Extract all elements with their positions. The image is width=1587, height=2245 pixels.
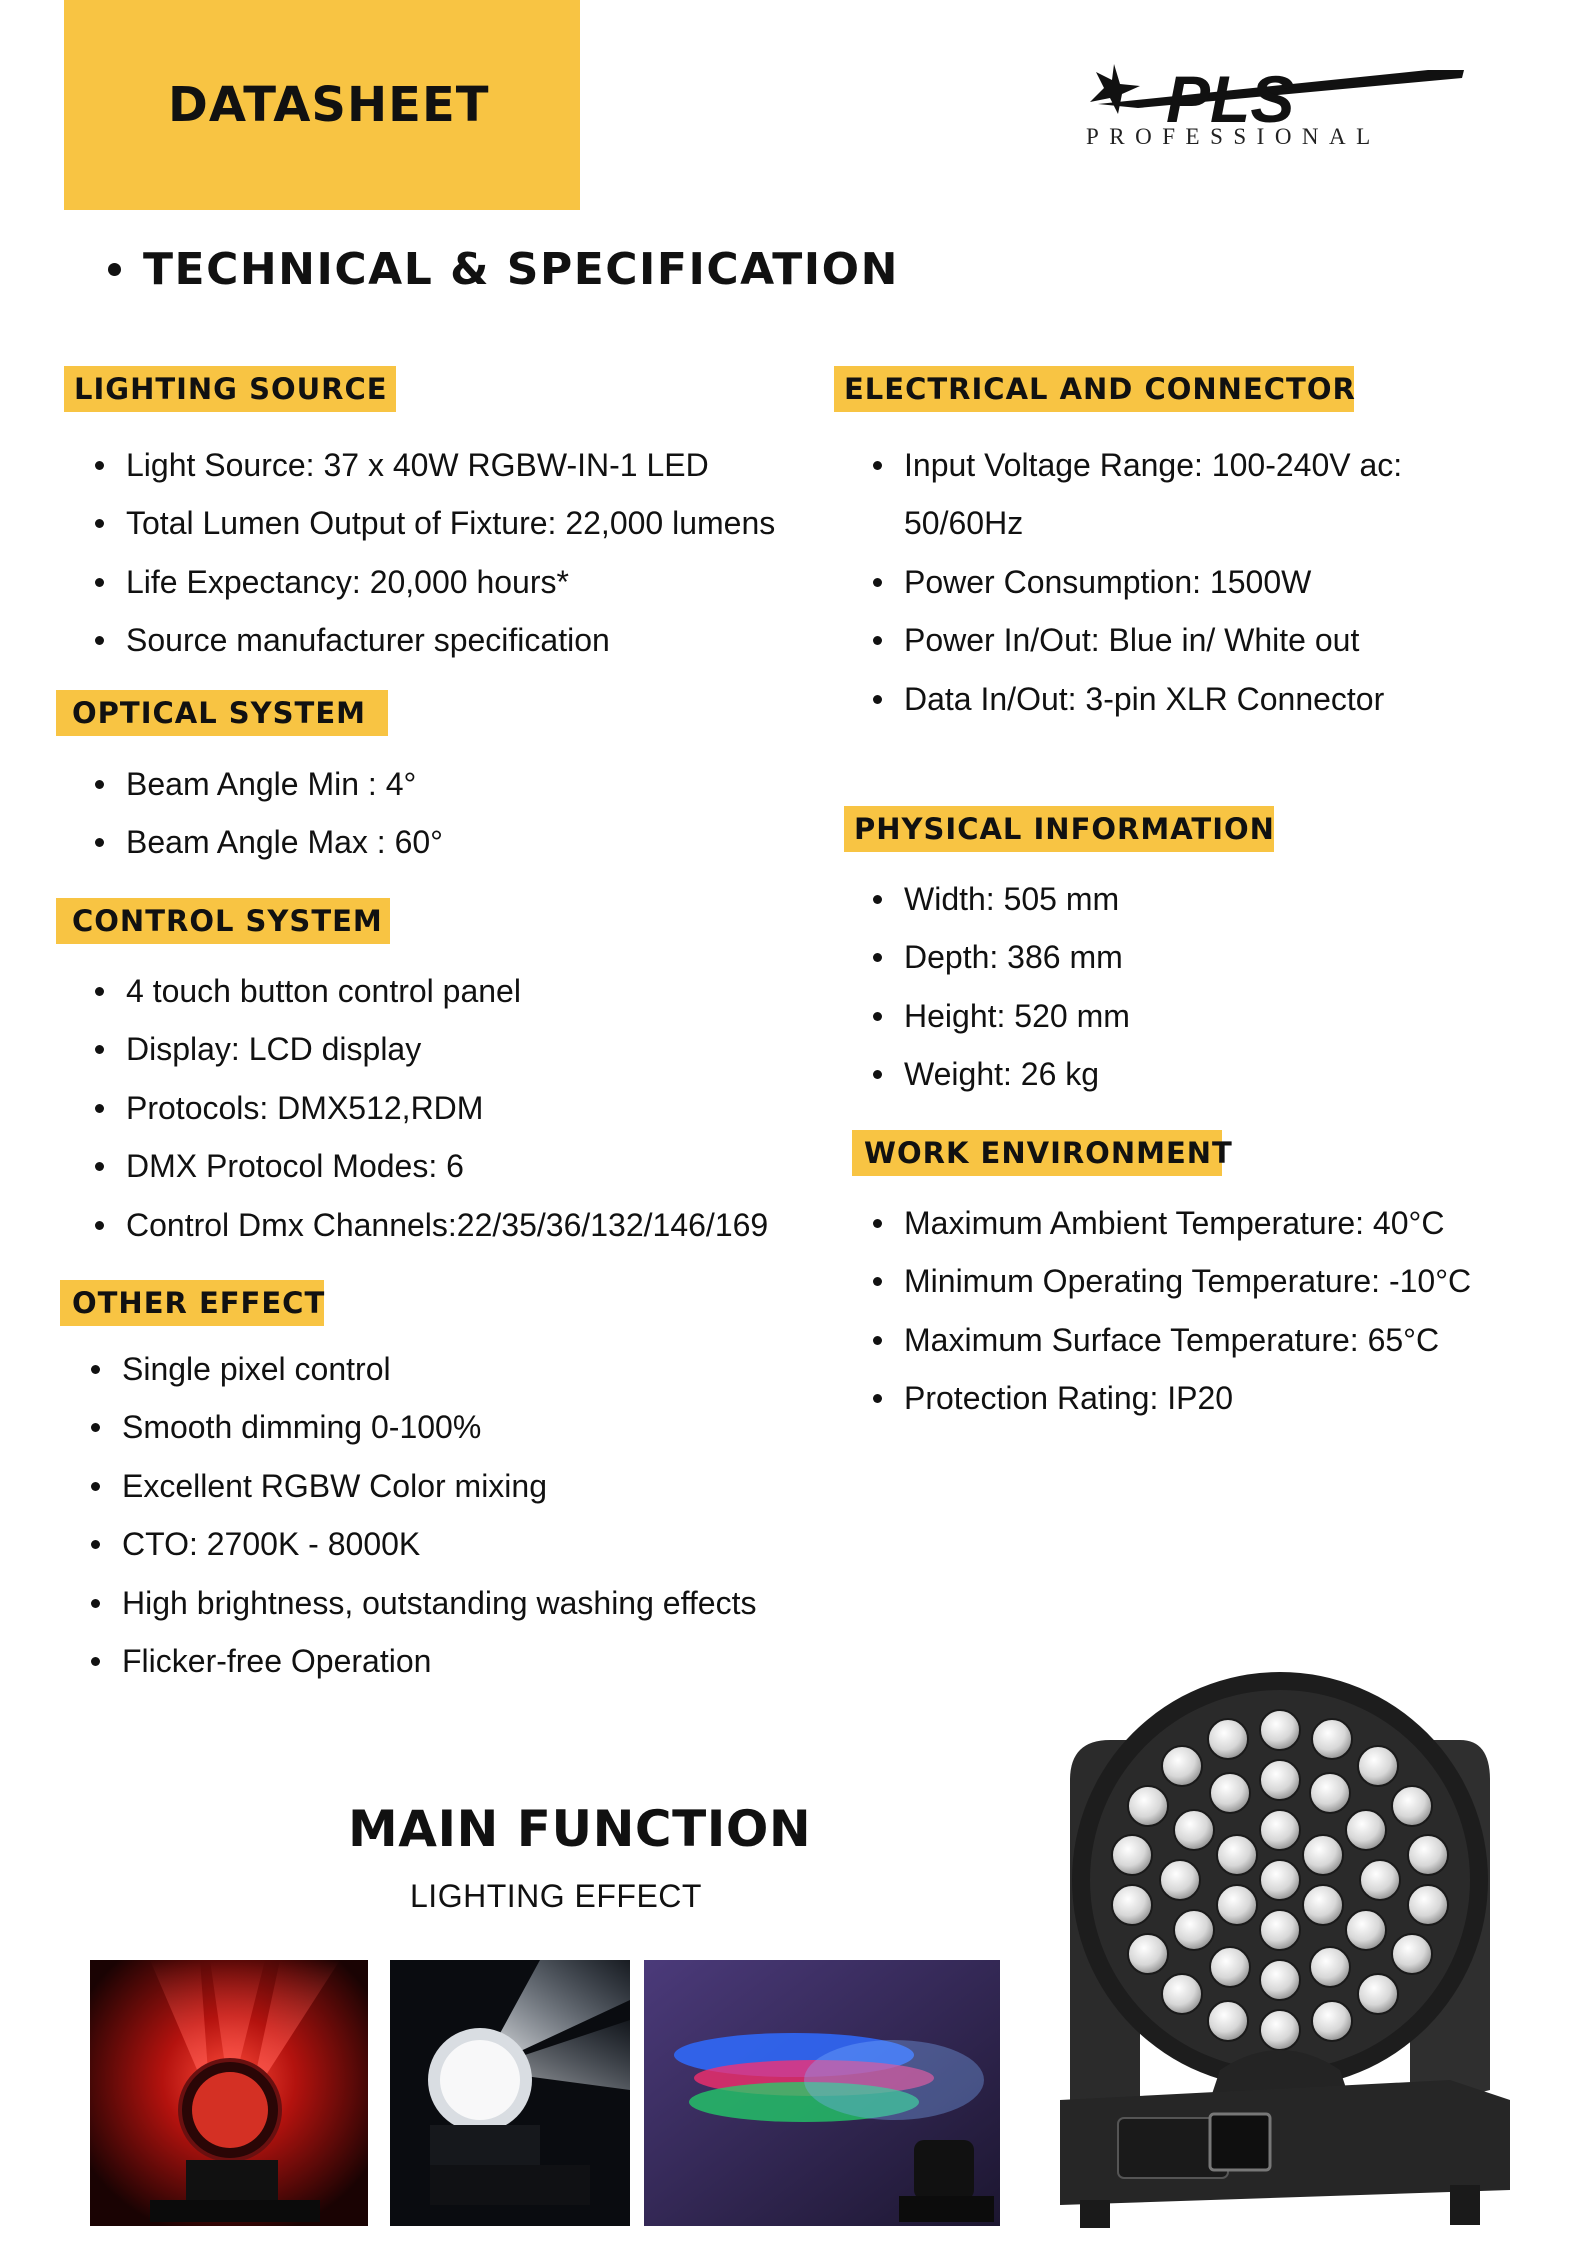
optical-system-list bbox=[92, 755, 443, 872]
bullet-dot bbox=[108, 263, 121, 276]
list-item: Protocols: DMX512,RDM bbox=[92, 1079, 768, 1137]
lighting-source-header bbox=[64, 366, 396, 412]
main-function-title: MAIN FUNCTION bbox=[348, 1800, 812, 1858]
list-item: Source manufacturer specification bbox=[92, 611, 775, 669]
list-item: Weight: 26 kg bbox=[870, 1045, 1130, 1103]
list-item: CTO: 2700K - 8000K bbox=[88, 1515, 756, 1573]
control-system-list bbox=[92, 962, 768, 1254]
control-system-title: CONTROL SYSTEM bbox=[72, 904, 383, 938]
list-item: High brightness, outstanding washing effects bbox=[88, 1574, 756, 1632]
list-item: Flicker-free Operation bbox=[88, 1632, 756, 1690]
physical-list bbox=[870, 870, 1130, 1104]
list-item: Single pixel control bbox=[88, 1340, 756, 1398]
main-function-subtitle: LIGHTING EFFECT bbox=[410, 1878, 702, 1914]
page-title: DATASHEET bbox=[168, 77, 490, 133]
list-item: Display: LCD display bbox=[92, 1020, 768, 1078]
work-environment-header bbox=[852, 1130, 1233, 1176]
list-item: Data In/Out: 3-pin XLR Connector bbox=[870, 670, 1402, 728]
other-effect-header bbox=[60, 1280, 324, 1326]
lighting-source-list bbox=[92, 436, 775, 670]
list-item-continuation: 50/60Hz bbox=[904, 505, 1024, 542]
list-item: Power In/Out: Blue in/ White out bbox=[870, 611, 1402, 669]
effect-photo-colorwash bbox=[644, 1960, 1000, 2226]
pls-logo-mark bbox=[1078, 62, 1464, 126]
control-system-header bbox=[56, 898, 390, 944]
list-item: DMX Protocol Modes: 6 bbox=[92, 1137, 768, 1195]
list-item: Excellent RGBW Color mixing bbox=[88, 1457, 756, 1515]
list-item: Power Consumption: 1500W bbox=[870, 553, 1402, 611]
logo-wordmark: PLS bbox=[1166, 62, 1295, 126]
led-lens-array bbox=[1112, 1710, 1448, 2050]
logo-subtext: PROFESSIONAL bbox=[1086, 124, 1381, 149]
list-item: Beam Angle Max : 60° bbox=[92, 813, 443, 871]
list-item: Maximum Ambient Temperature: 40°C bbox=[870, 1194, 1471, 1252]
lighting-source-title: LIGHTING SOURCE bbox=[74, 372, 388, 406]
list-item: Protection Rating: IP20 bbox=[870, 1369, 1471, 1427]
pls-logo bbox=[1078, 62, 1464, 160]
optical-system-header bbox=[56, 690, 388, 736]
physical-title: PHYSICAL INFORMATION bbox=[854, 812, 1275, 846]
list-item: Width: 505 mm bbox=[870, 870, 1130, 928]
list-item: Light Source: 37 x 40W RGBW-IN-1 LED bbox=[92, 436, 775, 494]
product-image bbox=[1050, 1630, 1520, 2230]
electrical-list bbox=[870, 436, 1402, 728]
other-effect-list bbox=[88, 1340, 756, 1690]
list-item: Beam Angle Min : 4° bbox=[92, 755, 443, 813]
physical-header bbox=[844, 806, 1274, 852]
list-item: Input Voltage Range: 100-240V ac: bbox=[870, 436, 1402, 494]
datasheet-banner bbox=[64, 0, 580, 210]
list-item: Minimum Operating Temperature: -10°C bbox=[870, 1252, 1471, 1310]
list-item: Control Dmx Channels:22/35/36/132/146/169 bbox=[92, 1196, 768, 1254]
optical-system-title: OPTICAL SYSTEM bbox=[72, 696, 367, 730]
list-item: Life Expectancy: 20,000 hours* bbox=[92, 553, 775, 611]
other-effect-title: OTHER EFFECT bbox=[72, 1286, 326, 1320]
list-item: 4 touch button control panel bbox=[92, 962, 768, 1020]
electrical-title: ELECTRICAL AND CONNECTOR bbox=[844, 372, 1356, 406]
work-environment-list bbox=[870, 1194, 1471, 1428]
effect-photo-white bbox=[390, 1960, 630, 2226]
section-title bbox=[108, 244, 899, 295]
list-item: Height: 520 mm bbox=[870, 987, 1130, 1045]
lcd-display-icon bbox=[1210, 2114, 1270, 2170]
work-environment-title: WORK ENVIRONMENT bbox=[864, 1136, 1233, 1170]
electrical-header bbox=[834, 366, 1354, 412]
list-item: Depth: 386 mm bbox=[870, 928, 1130, 986]
effect-photo-red bbox=[90, 1960, 368, 2226]
list-item: Smooth dimming 0-100% bbox=[88, 1398, 756, 1456]
section-title-text: TECHNICAL & SPECIFICATION bbox=[143, 244, 899, 295]
list-item: Maximum Surface Temperature: 65°C bbox=[870, 1311, 1471, 1369]
list-item: Total Lumen Output of Fixture: 22,000 lumens bbox=[92, 494, 775, 552]
